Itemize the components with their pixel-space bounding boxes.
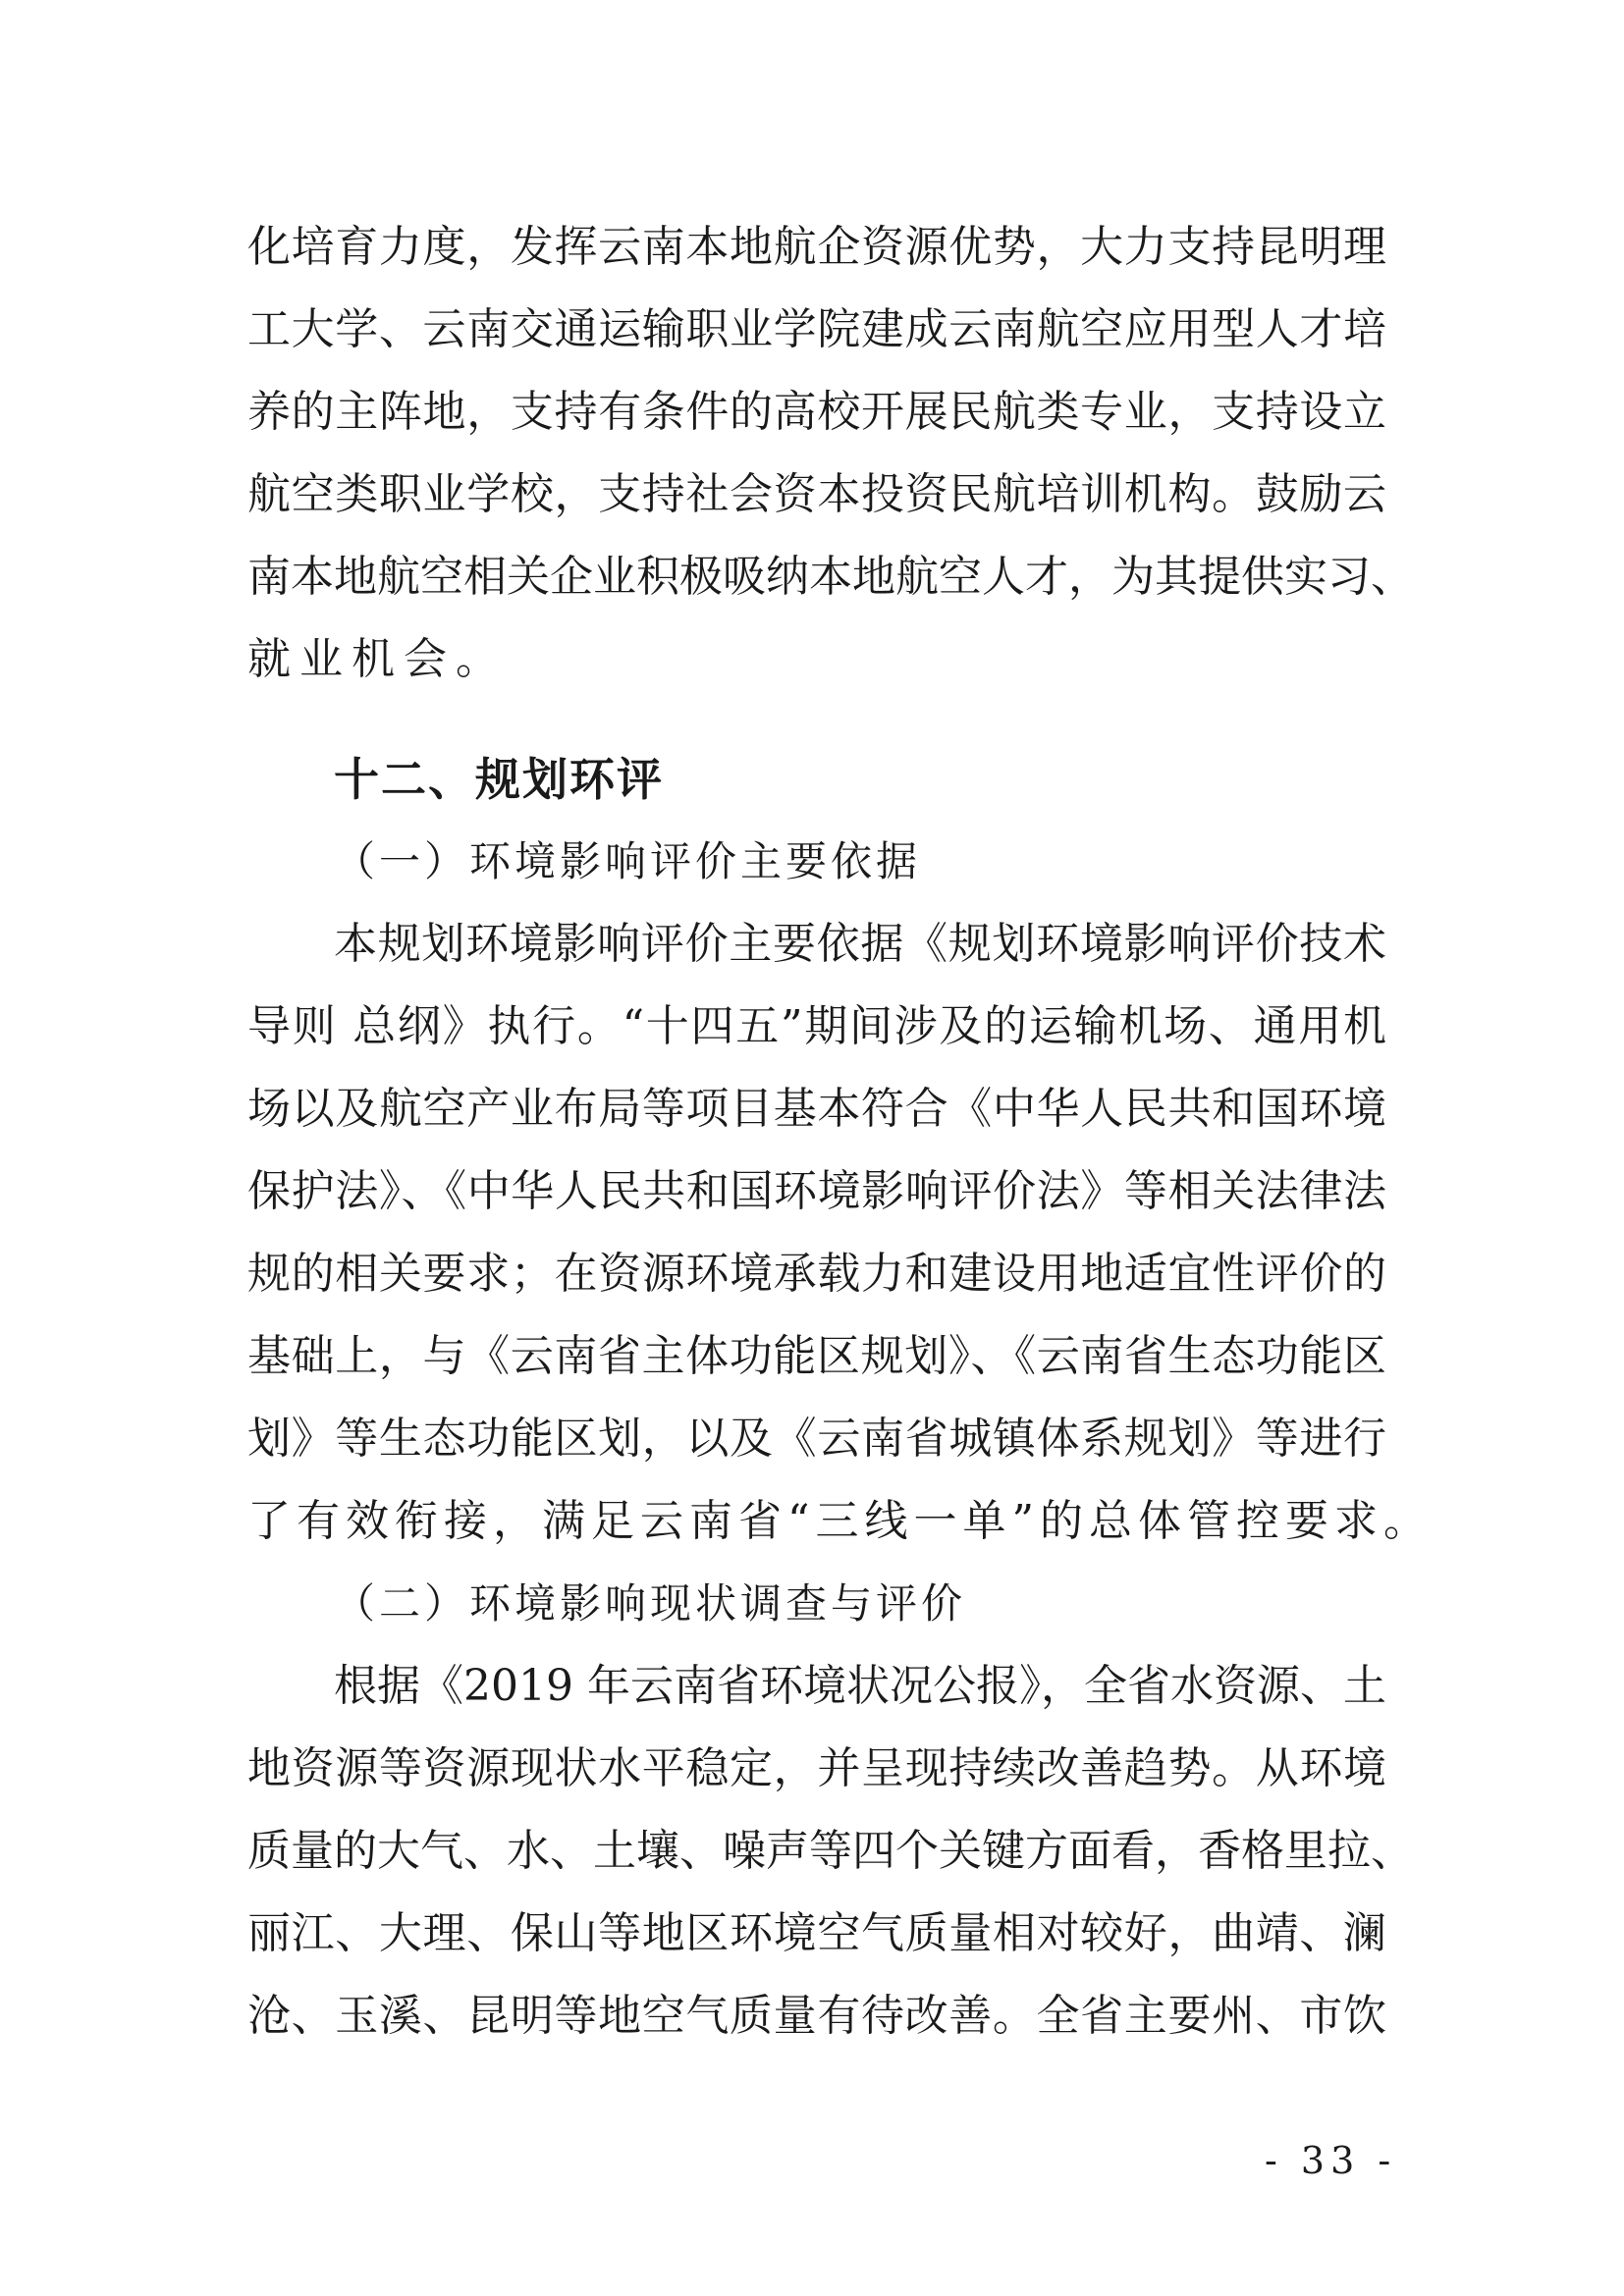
paragraph-line: 根据《2019 年云南省环境状况公报》，全省水资源、土 <box>334 1661 1386 1711</box>
paragraph-line: 基础上，与《云南省主体功能区规划》、《云南省生态功能区 <box>247 1331 1386 1381</box>
paragraph-line: 丽江、大理、保山等地区环境空气质量相对较好，曲靖、澜 <box>247 1908 1386 1958</box>
paragraph-line: 养的主阵地，支持有条件的高校开展民航类专业，支持设立 <box>247 387 1386 437</box>
paragraph-line: 规的相关要求；在资源环境承载力和建设用地适宜性评价的 <box>247 1249 1386 1299</box>
paragraph-line: 本规划环境影响评价主要依据《规划环境影响评价技术 <box>334 919 1386 969</box>
paragraph-line: 化培育力度，发挥云南本地航企资源优势，大力支持昆明理 <box>247 222 1386 272</box>
paragraph-line: 地资源等资源现状水平稳定，并呈现持续改善趋势。从环境 <box>247 1743 1386 1793</box>
page-number: - 33 - <box>1265 2139 1397 2182</box>
subsection-heading: （一）环境影响评价主要依据 <box>334 837 922 885</box>
paragraph-line: 就业机会。 <box>247 634 508 684</box>
paragraph-line: 划》等生态功能区划，以及《云南省城镇体系规划》等进行 <box>247 1414 1386 1464</box>
paragraph-line: 南本地航空相关企业积极吸纳本地航空人才，为其提供实习、 <box>247 552 1414 602</box>
paragraph-line: 沧、玉溪、昆明等地空气质量有待改善。全省主要州、市饮 <box>247 1991 1386 2041</box>
paragraph-line: 场以及航空产业布局等项目基本符合《中华人民共和国环境 <box>247 1084 1386 1134</box>
paragraph-line: 导则 总纲》执行。“十四五”期间涉及的运输机场、通用机 <box>247 1001 1386 1051</box>
paragraph-line: 了有效衔接，满足云南省“三线一单”的总体管控要求。 <box>247 1496 1433 1546</box>
subsection-heading: （二）环境影响现状调查与评价 <box>334 1579 967 1628</box>
paragraph-line: 工大学、云南交通运输职业学院建成云南航空应用型人才培 <box>247 304 1386 354</box>
section-heading: 十二、规划环评 <box>334 753 664 806</box>
paragraph-line: 保护法》、《中华人民共和国环境影响评价法》等相关法律法 <box>247 1166 1386 1216</box>
paragraph-line: 航空类职业学校，支持社会资本投资民航培训机构。鼓励云 <box>247 469 1386 519</box>
paragraph-line: 质量的大气、水、土壤、噪声等四个关键方面看，香格里拉、 <box>247 1826 1414 1876</box>
